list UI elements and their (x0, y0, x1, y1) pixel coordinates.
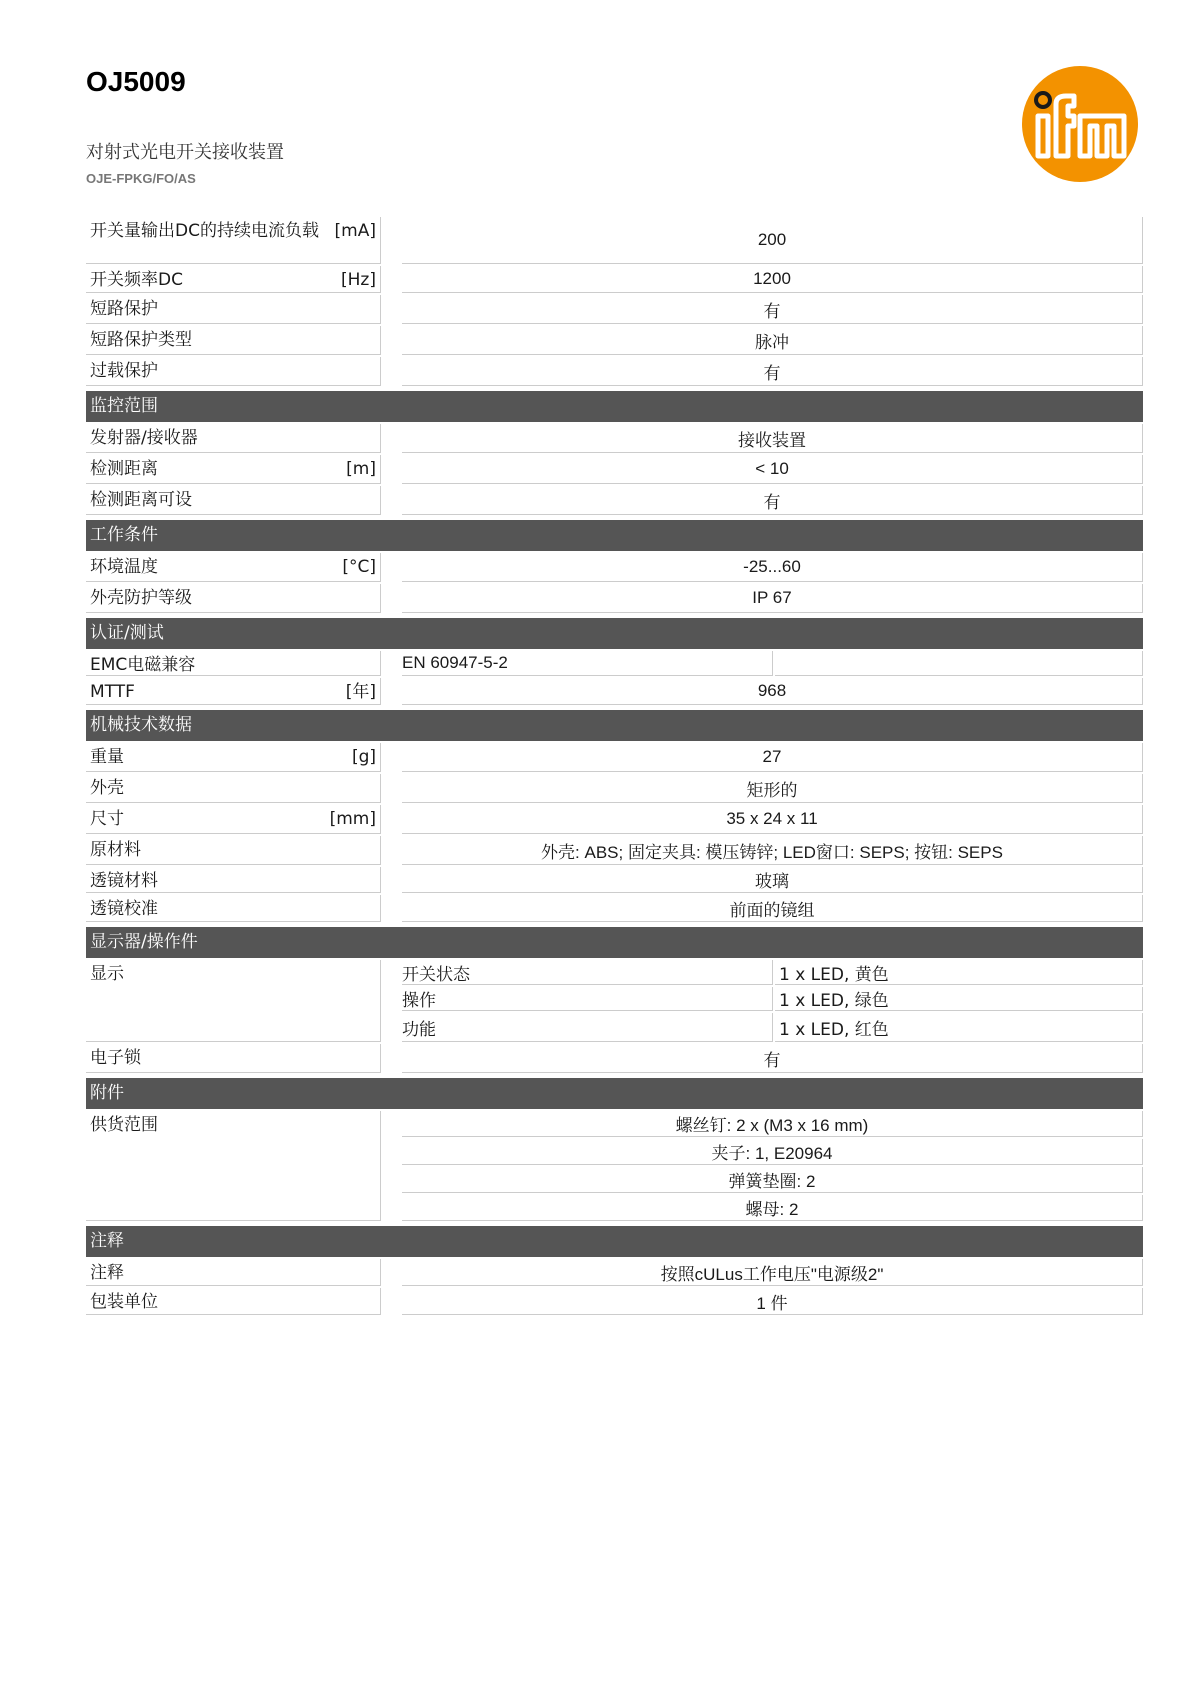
accessory-item: 夹子: 1, E20964 (402, 1139, 1143, 1165)
label: 检测距离可设 (90, 490, 192, 510)
row-packaging-unit (86, 1288, 1143, 1315)
row-scope-of-delivery (86, 1111, 1143, 1221)
value: 有 (402, 486, 1143, 515)
section-remarks: 注释 (86, 1226, 1143, 1257)
value: 有 (402, 295, 1143, 324)
row-emitter-receiver (86, 424, 1143, 453)
label: 原材料 (90, 840, 141, 860)
label-cell (86, 651, 381, 676)
value: 按照cULus工作电压"电源级2" (402, 1259, 1143, 1286)
unit: [mA] (334, 221, 376, 241)
value: 200 (402, 217, 1143, 264)
label-cell (86, 486, 381, 515)
value: 前面的镜组 (402, 895, 1143, 922)
value: 有 (402, 357, 1143, 386)
section-mechanical: 机械技术数据 (86, 710, 1143, 741)
value: 1 件 (402, 1288, 1143, 1315)
label: 电子锁 (90, 1048, 141, 1068)
led-value: 1 x LED, 绿色 (775, 987, 1143, 1011)
row-electronic-lock (86, 1044, 1143, 1073)
value: -25...60 (402, 553, 1143, 582)
label: 环境温度 (90, 557, 158, 577)
unit: [g] (351, 747, 376, 767)
value: 有 (402, 1044, 1143, 1073)
row-short-circuit-type (86, 326, 1143, 355)
label: MTTF (90, 682, 135, 702)
led-label: 操作 (402, 987, 773, 1011)
label-cell (86, 584, 381, 613)
led-row (402, 987, 1143, 1011)
row-materials (86, 836, 1143, 865)
label-cell (86, 1259, 381, 1286)
section-accessories: 附件 (86, 1078, 1143, 1109)
row-weight (86, 743, 1143, 772)
value: 27 (402, 743, 1143, 772)
value: 外壳: ABS; 固定夹具: 模压铸锌; LED窗口: SEPS; 按钮: SEPS (402, 836, 1143, 865)
value: 968 (402, 678, 1143, 705)
label: 重量 (90, 747, 124, 767)
label: 过载保护 (90, 361, 158, 381)
label: EMC电磁兼容 (90, 655, 196, 675)
led-label: 开关状态 (402, 960, 773, 985)
label: 注释 (90, 1263, 124, 1283)
led-row (402, 960, 1143, 985)
label-cell (86, 774, 381, 803)
row-emc (86, 651, 1143, 676)
accessory-item: 螺丝钉: 2 x (M3 x 16 mm) (402, 1111, 1143, 1137)
unit: [mm] (329, 809, 376, 829)
accessory-item: 螺母: 2 (402, 1195, 1143, 1221)
row-protection (86, 584, 1143, 613)
label-cell (86, 424, 381, 453)
row-display (86, 960, 1143, 1042)
row-mttf (86, 678, 1143, 705)
value: 脉冲 (402, 326, 1143, 355)
value: 1200 (402, 266, 1143, 293)
product-variant: OJE-FPKG/FO/AS (86, 171, 196, 186)
led-row (402, 1013, 1143, 1042)
datasheet-table (86, 217, 1143, 1315)
label-cell (86, 743, 381, 772)
unit: [年] (345, 682, 376, 702)
label-cell (86, 357, 381, 386)
label: 包装单位 (90, 1292, 158, 1312)
label: 外壳 (90, 778, 124, 798)
row-range (86, 455, 1143, 484)
label: 透镜校准 (90, 899, 158, 919)
label-cell (86, 1111, 381, 1221)
label-cell (86, 553, 381, 582)
label: 透镜材料 (90, 871, 158, 891)
led-label: 功能 (402, 1013, 773, 1042)
label-cell (86, 1044, 381, 1073)
value: 接收装置 (402, 424, 1143, 453)
label-cell (86, 455, 381, 484)
label: 供货范围 (90, 1115, 158, 1135)
label-cell (86, 895, 381, 922)
label: 开关频率DC (90, 270, 183, 290)
row-continuous-current (86, 217, 1143, 264)
unit: [°C] (342, 557, 376, 577)
value-empty (775, 651, 1143, 676)
label-cell (86, 326, 381, 355)
section-display: 显示器/操作件 (86, 927, 1143, 958)
section-monitoring: 监控范围 (86, 391, 1143, 422)
label: 显示 (90, 964, 124, 984)
label: 检测距离 (90, 459, 158, 479)
row-housing (86, 774, 1143, 803)
value: 玻璃 (402, 867, 1143, 893)
led-value: 1 x LED, 红色 (775, 1013, 1143, 1042)
unit: [Hz] (341, 270, 376, 290)
label-cell (86, 960, 381, 1042)
row-overload (86, 357, 1143, 386)
label: 开关量输出DC的持续电流负载 (90, 221, 319, 241)
label-cell (86, 266, 381, 293)
ifm-logo (1020, 64, 1140, 184)
label: 短路保护类型 (90, 330, 192, 350)
product-code: OJ5009 (86, 66, 186, 97)
value: EN 60947-5-2 (402, 651, 773, 676)
label-cell (86, 295, 381, 324)
product-description: 对射式光电开关接收装置 (86, 142, 284, 163)
label-cell (86, 217, 381, 264)
row-remark (86, 1259, 1143, 1286)
accessory-item: 弹簧垫圈: 2 (402, 1167, 1143, 1193)
unit: [m] (346, 459, 376, 479)
label: 发射器/接收器 (90, 428, 198, 448)
label-cell (86, 867, 381, 893)
label: 短路保护 (90, 299, 158, 319)
label-cell (86, 678, 381, 705)
label-cell (86, 805, 381, 834)
value: < 10 (402, 455, 1143, 484)
row-short-circuit (86, 295, 1143, 324)
value: 矩形的 (402, 774, 1143, 803)
value: 35 x 24 x 11 (402, 805, 1143, 834)
led-value: 1 x LED, 黄色 (775, 960, 1143, 985)
row-lens-alignment (86, 895, 1143, 922)
row-switching-frequency (86, 266, 1143, 293)
value: IP 67 (402, 584, 1143, 613)
label-cell (86, 836, 381, 865)
row-lens-material (86, 867, 1143, 893)
row-dimensions (86, 805, 1143, 834)
section-approvals: 认证/测试 (86, 618, 1143, 649)
label: 尺寸 (90, 809, 124, 829)
row-range-adjustable (86, 486, 1143, 515)
section-operating: 工作条件 (86, 520, 1143, 551)
row-ambient-temp (86, 553, 1143, 582)
label-cell (86, 1288, 381, 1315)
label: 外壳防护等级 (90, 588, 192, 608)
